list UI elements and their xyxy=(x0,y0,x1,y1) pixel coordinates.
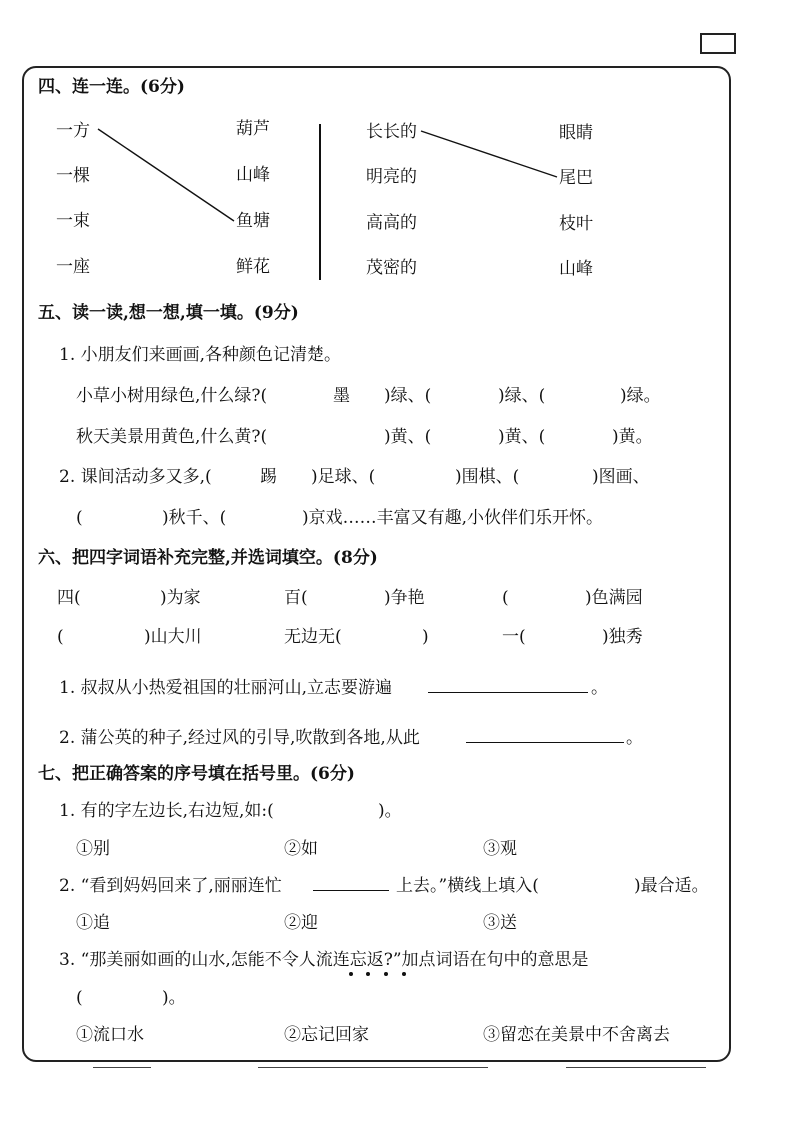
q4-right-a-1: 长长的 xyxy=(366,122,417,142)
q6-word-3b: )色满园 xyxy=(585,588,643,608)
q5-green-b: )绿、( xyxy=(384,386,432,406)
q6-sentence-1-end: 。 xyxy=(591,678,608,698)
q5-green-c: )绿、( xyxy=(498,386,546,406)
section-6-title: 六、把四字词语补充完整,并选词填空。(8分) xyxy=(38,548,378,568)
q7-question-1: 1. 有的字左边长,右边短,如:( xyxy=(59,801,274,821)
q7-q2-option-3: ③送 xyxy=(483,913,517,933)
q4-left-a-1: 一方 xyxy=(56,121,90,141)
q4-left-b-3: 鱼塘 xyxy=(236,211,270,231)
q7-q1-option-2: ②如 xyxy=(284,839,318,859)
q5-yellow-b: )黄、( xyxy=(384,427,432,447)
q7-question-3-paren-close: )。 xyxy=(162,988,186,1008)
q6-sentence-2-blank[interactable] xyxy=(466,742,624,743)
q6-word-6a: 一( xyxy=(502,627,526,647)
q7-q1-option-1: ①别 xyxy=(76,839,110,859)
q7-q3-option-3: ③留恋在美景中不舍离去 xyxy=(483,1025,670,1045)
q4-left-a-4: 一座 xyxy=(56,257,90,277)
q4-right-b-4: 山峰 xyxy=(559,259,593,279)
q5-item-2-b: )足球、( xyxy=(311,467,376,487)
q6-word-2b: )争艳 xyxy=(384,588,425,608)
q7-q3-option-1: ①流口水 xyxy=(76,1025,144,1045)
q5-item-1: 1. 小朋友们来画画,各种颜色记清楚。 xyxy=(59,345,342,365)
q4-left-b-1: 葫芦 xyxy=(236,119,270,139)
emphasis-dot xyxy=(349,972,353,976)
q5-item-2-d: )图画、 xyxy=(592,467,650,487)
q6-sentence-2: 2. 蒲公英的种子,经过风的引导,吹散到各地,从此 xyxy=(59,728,420,748)
q5-green-prompt: 小草小树用绿色,什么绿?( xyxy=(76,386,268,406)
emphasis-dot xyxy=(384,972,388,976)
q7-question-2-a: 2. “看到妈妈回来了,丽丽连忙 xyxy=(59,876,282,896)
q5-item-2-f: )秋千、( xyxy=(162,508,227,528)
q5-item-2-e: ( xyxy=(76,508,83,528)
q4-right-b-2: 尾巴 xyxy=(559,168,593,188)
q7-question-3-paren-open: ( xyxy=(76,988,83,1008)
q5-item-2-a: 2. 课间活动多又多,( xyxy=(59,467,212,487)
q6-word-2a: 百( xyxy=(284,588,308,608)
section-4-title: 四、连一连。(6分) xyxy=(38,77,185,97)
footer-line xyxy=(258,1067,488,1068)
q6-word-4b: )山大川 xyxy=(144,627,202,647)
q4-left-b-2: 山峰 xyxy=(236,165,270,185)
emphasis-dot xyxy=(366,972,370,976)
q6-sentence-2-end: 。 xyxy=(626,728,643,748)
q5-green-answer: 墨 xyxy=(333,386,350,406)
q6-word-5b: ) xyxy=(422,627,429,647)
q7-question-2-c: )最合适。 xyxy=(634,876,709,896)
q6-word-1a: 四( xyxy=(57,588,81,608)
score-box xyxy=(700,33,736,54)
q7-q1-option-3: ③观 xyxy=(483,839,517,859)
q4-right-a-3: 高高的 xyxy=(366,213,417,233)
q5-kick-answer: 踢 xyxy=(260,467,277,487)
footer-line xyxy=(566,1067,706,1068)
q4-left-a-3: 一束 xyxy=(56,211,90,231)
q7-q3-option-2: ②忘记回家 xyxy=(284,1025,369,1045)
q6-sentence-1: 1. 叔叔从小热爱祖国的壮丽河山,立志要游遍 xyxy=(59,678,393,698)
q7-q2-option-1: ①追 xyxy=(76,913,110,933)
column-divider xyxy=(319,124,321,280)
q7-question-2-blank[interactable] xyxy=(313,890,389,891)
q6-word-1b: )为家 xyxy=(160,588,201,608)
q6-word-5a: 无边无( xyxy=(284,627,342,647)
q5-yellow-prompt: 秋天美景用黄色,什么黄?( xyxy=(76,427,268,447)
q5-green-d: )绿。 xyxy=(620,386,661,406)
q4-right-b-3: 枝叶 xyxy=(559,214,593,234)
q5-yellow-c: )黄、( xyxy=(498,427,546,447)
q7-question-2-b: 上去。”横线上填入( xyxy=(396,876,539,896)
q7-question-3: 3. “那美丽如画的山水,怎能不令人流连忘返?”加点词语在句中的意思是 xyxy=(59,950,589,970)
q4-right-a-4: 茂密的 xyxy=(366,258,417,278)
q7-question-1-end: )。 xyxy=(378,801,402,821)
q5-item-2-g: )京戏……丰富又有趣,小伙伴们乐开怀。 xyxy=(302,508,604,528)
q7-q2-option-2: ②迎 xyxy=(284,913,318,933)
q4-left-b-4: 鲜花 xyxy=(236,257,270,277)
q6-word-4a: ( xyxy=(57,627,64,647)
q4-left-a-2: 一棵 xyxy=(56,166,90,186)
emphasis-dot xyxy=(402,972,406,976)
q4-right-b-1: 眼睛 xyxy=(559,123,593,143)
q6-word-3a: ( xyxy=(502,588,509,608)
footer-line xyxy=(93,1067,151,1068)
q6-sentence-1-blank[interactable] xyxy=(428,692,588,693)
q5-item-2-c: )围棋、( xyxy=(455,467,520,487)
q6-word-6b: )独秀 xyxy=(602,627,643,647)
section-7-title: 七、把正确答案的序号填在括号里。(6分) xyxy=(38,764,355,784)
q5-yellow-d: )黄。 xyxy=(612,427,653,447)
q4-right-a-2: 明亮的 xyxy=(366,167,417,187)
section-5-title: 五、读一读,想一想,填一填。(9分) xyxy=(38,303,299,323)
